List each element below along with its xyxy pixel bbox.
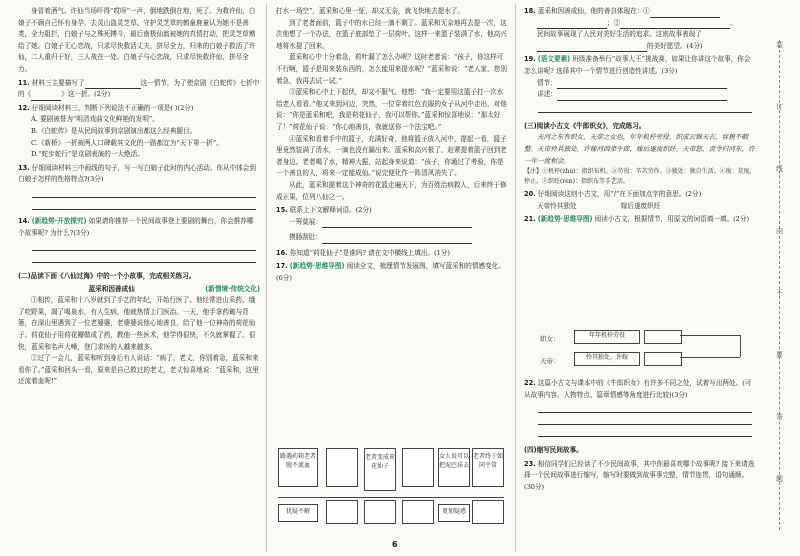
q20-number: 20.: [524, 190, 536, 199]
q17-flow-diagram: [278, 448, 506, 530]
q17-text: 阅读全文，梳理情节发展图，填写蓝采和的情感变化。(6分): [276, 262, 505, 283]
q12-option-d[interactable]: D.“蛇步蛇行”是京剧表演的一大绝活。: [31, 150, 144, 159]
flow-answer-box[interactable]: [364, 500, 396, 524]
story-paragraph: 打水一场空”，蓝采和心里一怔，却又无奈，就飞快地去提水了。: [276, 7, 464, 15]
q21-answer-box[interactable]: [644, 330, 682, 344]
q21-number: 21.: [524, 215, 536, 224]
q12-text: 仔细阅读材料三，判断下列说法不正确的一项是( )(2分): [31, 103, 194, 112]
annotation-notes: 【注】①机杼(zhù)：指织布机。②劳役：辛苦劳作。③独处：独自生活。④废：荒废，停止。⑤织纴(rèn)：指织布等手艺活。: [524, 168, 756, 186]
story-tag: (新情境·传统文化): [205, 284, 260, 293]
q22-number: 22.: [524, 379, 536, 387]
margin-char: 不: [776, 289, 783, 297]
q15-word-2: 摸肠刮肚：: [289, 233, 322, 242]
q18-line-3: [524, 29, 756, 41]
q17-number: 17.: [276, 262, 288, 271]
question-22: [524, 378, 756, 401]
q21-arrow: [680, 335, 740, 336]
column-right-lower: [524, 378, 756, 494]
q14-text: 如果请你推荐一个民间故事登上要剧的舞台，你会推荐哪个故事呢? 为什么?(3分): [18, 216, 254, 237]
q14-tag: (新趋势·开放探究): [31, 216, 87, 225]
flow-arrow-line: [278, 497, 504, 498]
flow-answer-box[interactable]: [326, 448, 358, 487]
margin-char: 内: [776, 227, 783, 235]
q18-sep: ；②: [607, 18, 621, 27]
q11-blank-1[interactable]: [85, 80, 141, 89]
q11-blank-2[interactable]: [31, 92, 61, 101]
q15-text: 联系上下文解释词语。(2分): [289, 206, 372, 215]
margin-char: 订: [776, 103, 783, 111]
q20-item-2[interactable]: 嫁后遂废织纴: [620, 201, 661, 210]
q21-answer-box[interactable]: [644, 352, 682, 366]
q19-number: 19.: [524, 55, 536, 64]
flow-answer-box[interactable]: [326, 500, 358, 524]
question-19: [524, 54, 756, 77]
story-paragraph: ③蓝采和心中上下起伏，却又不服气。他想：“我一定要用这篮子打一次水给老人看看。”他又来到河边，突然，一位穿着红色衣服的女子从河中走出，对他说：“你是蓝采和吧，我是荷花仙子，我可以帮你。”蓝采和惊喜地说：“那太好了！”荷花仙子说：“你心地善良，我就送你一个法宝吧。”: [276, 88, 507, 131]
margin-char: 题: [776, 475, 783, 483]
q12-option-a[interactable]: A. 要剧被誉为“明清戏曲文化鲜艳的发明”。: [31, 115, 159, 124]
question-14: [18, 216, 260, 239]
story-paragraph: 从此，蓝采和提着这个神奇的花篮走遍天下，为百姓治病救人，后来终于修成正果，位列八仙之一。: [276, 180, 507, 201]
q20-items: [524, 201, 756, 213]
q18-line-2: [524, 18, 756, 30]
flow-feeling-2: 更加疑惑: [438, 504, 470, 522]
margin-char: 答: [776, 413, 783, 421]
q22-text: 这篇小古文与课本中的《牛郎织女》有许多不同之处，试着写出两处。(可从故事内容、人物特点、篇章情感等角度进行比较)(3分): [524, 379, 752, 399]
column-middle: [276, 6, 508, 285]
column-right: [524, 6, 756, 226]
flow-box-2: 老者变成荷花仙子: [364, 448, 396, 491]
q11-number: 11.: [18, 78, 30, 87]
q20-text: 仔细阅读这则小古文，用“/”在下面加点字的意思。(2分): [537, 190, 702, 199]
question-16: [276, 248, 508, 260]
q23-text: 相信同学们已经读了不少民间故事，其中你最喜欢哪个故事呢? 接下来请选择一个民间故事进行缩写，缩写时要做到故事事完整，情节连贯，语句通顺。(30分): [524, 459, 755, 491]
q19-answer-line[interactable]: [538, 101, 752, 113]
q23-number: 23.: [524, 459, 536, 468]
question-21: [524, 214, 756, 226]
margin-char: 线: [776, 165, 783, 173]
q15-blank-1[interactable]: [322, 219, 472, 228]
question-12: [18, 103, 260, 115]
flow-feeling-1: 犹疑不解: [278, 504, 318, 522]
question-17: [276, 261, 508, 284]
q13-answer-line[interactable]: [32, 186, 256, 198]
q21-label-emperor: 天帝：: [540, 357, 560, 365]
page-number: 6: [392, 540, 398, 549]
q14-answer-line[interactable]: [32, 239, 256, 251]
flow-answer-box[interactable]: [402, 500, 434, 524]
q18-blank-4[interactable]: [537, 43, 647, 52]
q20-item-1[interactable]: 天帝怜其独处: [537, 201, 577, 210]
q19-tag: (语文要素): [537, 55, 571, 64]
story-paragraph: 蓝采和心中十分着急，荷叶漏了怎么办呢？这时老者说：“孩子，你这样可不行啊，篮子是用来装东西的，怎么能用来提水呢？”蓝采和说：“老人家，您别着急，我再去试一试。”: [276, 53, 507, 85]
q13-answer-line[interactable]: [32, 198, 256, 210]
column-divider: [515, 4, 516, 552]
intro-paragraph: 身冒着酒气。许仙当场吓得“哎呀”一声，倒地跌倒在地，死了。为救许仙，白娘子不顾自己怀有身孕，去灵山盗灵芝草。守护灵芝草的鹤童鹿童认为她不是善类，全力阻拦，白娘子与之殊死搏斗，最后南极仙翁被她的真情打动，把灵芝草赠给了她。白娘子无心恋战，只求尽快救活丈夫，拼尽全力，归来的白娘子救活了许仙，二人重归于好，三人战在一处。白娘子与心恋战，只求尽快救许仙，拼尽全力。: [18, 7, 256, 73]
flow-answer-box[interactable]: [402, 448, 434, 487]
q21-box-1: 年年机杼劳役: [574, 330, 640, 344]
q15-word-1: 一筹莫展：: [289, 217, 322, 226]
q19-text: 班级准备举行“故事大王”挑战赛，如果让你讲这个故事，你会怎么讲呢? 选择其中一个情节进行创造性讲述。(3分): [524, 55, 751, 75]
q19-plot-label: 情节：: [537, 78, 557, 87]
section-2-heading: (二)品读下面《八仙过海》中的一个小故事，完成相关练习。: [18, 272, 196, 281]
q19-tell-label: 讲述：: [537, 90, 557, 99]
q19-plot-blank[interactable]: [557, 80, 727, 89]
q17-tag: (新趋势·思维导图): [289, 262, 345, 271]
margin-char: 装: [776, 41, 783, 49]
q14-number: 14.: [18, 216, 30, 225]
q22-answer-line[interactable]: [538, 425, 752, 437]
section-3-heading: (三)阅读小古文《牛郎织女》，完成练习。: [524, 121, 646, 130]
q18-text: 蓝采和因善成仙，他的善良体现在：①: [537, 7, 650, 15]
q21-connector: [740, 335, 741, 357]
flow-answer-box[interactable]: [472, 500, 504, 524]
flow-box-3: 女人说可以把泥巴抹去: [438, 448, 470, 487]
q13-number: 13.: [18, 163, 30, 172]
q21-label-weaver: 织女：: [540, 335, 560, 343]
q14-answer-line[interactable]: [32, 251, 256, 263]
flow-box-1: 路遇药箱老者脱不流血: [278, 448, 318, 487]
q12-number: 12.: [18, 103, 30, 112]
story-paragraph: ④蓝采和看着手中的篮子，充满好奇，他将篮子放入河中，提起一看，篮子里竟然装满了清水，一滴也没有漏出来。蓝采和高兴极了，赶紧提着篮子回到老者身边。老者喝了水，精神大振，站起身来说道：“孩子，你通过了考验，你是一个善良的人，将来一定能成仙。”说完便化作一阵清风消失了。: [276, 134, 507, 178]
q19-tell-row: [524, 89, 756, 101]
q13-text: 仔细阅读材料三中画线的句子，写一写白娘子此时的内心活动。你从中体会到白娘子怎样的性格特点?(3分): [18, 163, 256, 184]
q15-word-row: [276, 232, 508, 244]
classical-text: 天河之东有织女，天帝之女也，年年机杼劳役，织成云锦天衣，容貌不暇整。天帝怜其独处，许嫁河西牵牛郎，嫁后遂废织纴。天帝怒，责令归河东，许一年一度相会。: [524, 133, 755, 165]
q21-tag: (新趋势·思维导图): [537, 215, 593, 224]
q22-answer-line[interactable]: [538, 401, 752, 413]
margin-char: 要: [776, 351, 783, 359]
column-divider: [266, 4, 267, 552]
q12-option-b[interactable]: B.《白蛇传》是从民间故事到京剧演出都这么经典题目。: [31, 126, 197, 135]
story-paragraph: ②过了一会儿，蓝采和听到身后有人说话：“病了，老丈，你别着急，蓝采和来看你了。”蓝采和回头一看，原来是自己救过的老丈，老丈惊喜地说：“蓝采和，这里还流着血呢!”: [18, 354, 259, 386]
q21-text: 阅读小古文，根据情节，用原文的词语填一填。(2分): [594, 215, 750, 224]
q18-blank-1[interactable]: [650, 9, 720, 18]
q22-answer-line[interactable]: [538, 413, 752, 425]
section-4-heading: (四)缩写民间故事。: [524, 446, 583, 455]
flow-box-4: 老者终于如同平常: [472, 448, 504, 487]
q18-text3: 的美好愿望。(4分): [647, 41, 703, 50]
q11-text-b: 这一情节，为了使京剧《白蛇传》七折中的《: [18, 78, 260, 99]
question-18: [524, 6, 756, 18]
question-20: [524, 189, 756, 201]
question-11: [18, 78, 260, 101]
column-left: [18, 6, 260, 388]
story-title: 蓝采和因善成仙: [88, 284, 135, 293]
q21-box-2: 怜其独处，许嫁: [574, 352, 640, 366]
story-paragraph: 到了老者面前，篮子中的水已经一滴不剩了。蓝采和无奈地再去提一次，这次他想了一个办法，在篮子底部垫了一层荷叶。这样一来篮子装满了水，他高兴地将水提了回来。: [276, 18, 507, 50]
q11-text-a: 材料三主要描写了: [31, 78, 85, 87]
q15-word-row: [276, 217, 508, 229]
q11-text-c: 》这一折。(2分): [61, 90, 111, 99]
binding-dashed-line: [779, 40, 780, 530]
q19-plot-row: [524, 78, 756, 90]
story-title-row: [18, 284, 260, 296]
q18-number: 18.: [524, 7, 536, 15]
q21-arrow: [680, 357, 740, 358]
question-15: [276, 205, 508, 217]
q12-option-c[interactable]: C.《新桥》一折被两人口碑载其文化的一路都宜为“天下第一折”。: [31, 138, 223, 147]
q15-number: 15.: [276, 206, 288, 215]
q18-line-4: [524, 41, 756, 53]
q18-blank-3[interactable]: [620, 20, 730, 29]
question-13: [18, 163, 260, 186]
q15-blank-2[interactable]: [322, 235, 472, 244]
q21-diagram: [540, 322, 760, 372]
q18-blank-2[interactable]: [537, 20, 607, 29]
q19-tell-blank[interactable]: [557, 92, 727, 101]
question-23: [524, 459, 756, 494]
q18-end: 。: [730, 18, 737, 27]
q16-text: 你知道“荷花仙子”是谁吗? 请在文中横线上填出。(1分): [289, 248, 450, 257]
q18-text2: 民间故事展现了人民对美好生活的追求。这则故事表现了: [537, 30, 702, 39]
binding-margin: [772, 40, 790, 530]
story-paragraph: ①相传，蓝采和十八岁就到了手艺的年纪，开始行医了。他经常进山采药，饿了吃野果，渴了喝泉水，有人生病，他就热情上门医治。一天，他手拿药锄与背篓，在深山里遇到了一位老婆婆，老婆婆说他心地善良，给了他一位神奇的荷花仙子。荷花仙子用荷花瓣做成了药，教他一些医术，他学得很快，不久就掌握了。很快，蓝采和名声大噪，登门求医的人越来越多。: [18, 296, 256, 351]
q16-number: 16.: [276, 248, 288, 257]
